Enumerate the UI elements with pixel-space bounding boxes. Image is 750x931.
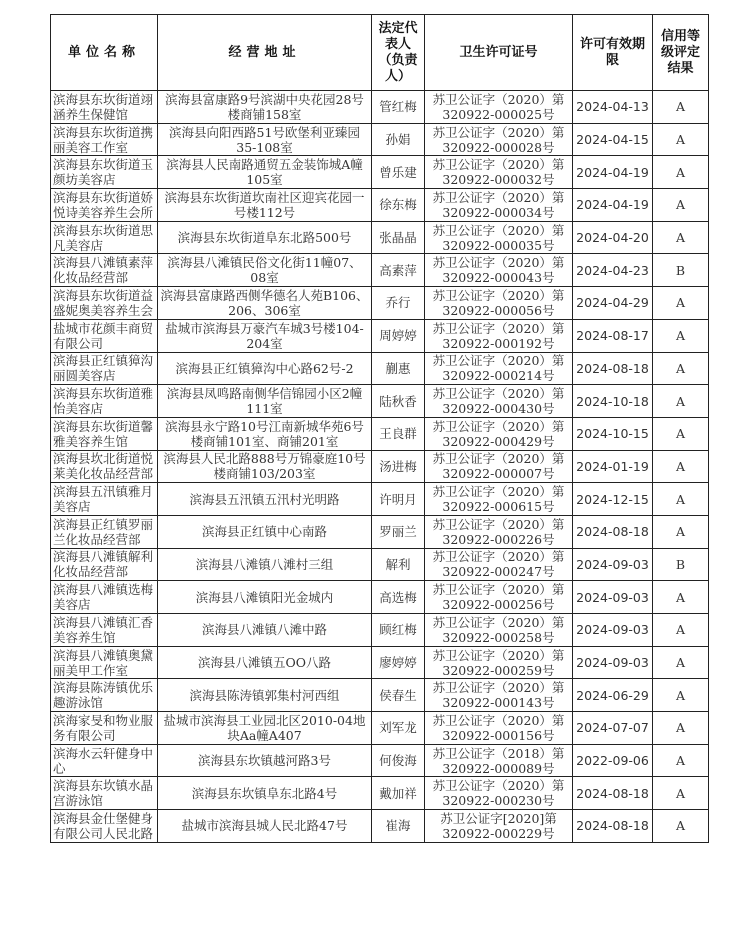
table-row	[51, 810, 709, 843]
validity-date-cell: 2024-04-19	[573, 156, 653, 189]
table-row	[51, 679, 709, 712]
validity-date-cell: 2024-12-15	[573, 483, 653, 516]
validity-date-cell: 2024-04-20	[573, 221, 653, 254]
address-cell: 滨海县人民南路通贸五金装饰城A幢105室	[158, 156, 372, 189]
credit-grade-cell: A	[653, 646, 709, 679]
representative-cell: 陆秋香	[372, 385, 425, 418]
unit-name-cell: 滨海县东坎街道益盛妮奥美容养生会	[51, 287, 158, 320]
unit-name-cell: 滨海县正红镇獐沟丽圆美容店	[51, 352, 158, 385]
table-row	[51, 189, 709, 222]
unit-name-cell: 滨海家旻和物业服务有限公司	[51, 712, 158, 745]
address-cell: 滨海县富康路9号滨湖中央花园28号楼商铺158室	[158, 91, 372, 124]
address-cell: 盐城市滨海县工业园北区2010-04地块Aa幢A407	[158, 712, 372, 745]
validity-date-cell: 2024-01-19	[573, 450, 653, 483]
address-cell: 滨海县向阳西路51号欧堡利亚臻园35-108室	[158, 123, 372, 156]
address-cell: 滨海县八滩镇民俗文化街11幢07、08室	[158, 254, 372, 287]
representative-cell: 曾乐建	[372, 156, 425, 189]
credit-grade-cell: A	[653, 614, 709, 647]
unit-name-cell: 滨海县金仕堡健身有限公司人民北路	[51, 810, 158, 843]
table-row	[51, 254, 709, 287]
license-number-cell: 苏卫公证字（2020）第320922-000615号	[425, 483, 573, 516]
representative-cell: 罗丽兰	[372, 515, 425, 548]
license-number-cell: 苏卫公证字（2020）第320922-000032号	[425, 156, 573, 189]
unit-name-cell: 滨海县八滩镇选梅美容店	[51, 581, 158, 614]
representative-cell: 管红梅	[372, 91, 425, 124]
table-row	[51, 548, 709, 581]
license-number-cell: 苏卫公证字（2020）第320922-000043号	[425, 254, 573, 287]
representative-cell: 解利	[372, 548, 425, 581]
representative-cell: 孙娟	[372, 123, 425, 156]
validity-date-cell: 2024-09-03	[573, 614, 653, 647]
unit-name-cell: 滨海县东坎街道娇悦诗美容养生会所	[51, 189, 158, 222]
unit-name-cell: 滨海县正红镇罗丽兰化妆品经营部	[51, 515, 158, 548]
credit-grade-cell: A	[653, 385, 709, 418]
header-business-address: 经营地址	[158, 15, 372, 91]
address-cell: 盐城市滨海县城人民北路47号	[158, 810, 372, 843]
address-cell: 滨海县陈涛镇郭集村河西组	[158, 679, 372, 712]
table-row	[51, 744, 709, 777]
license-number-cell: 苏卫公证字（2020）第320922-000025号	[425, 91, 573, 124]
credit-grade-cell: B	[653, 548, 709, 581]
unit-name-cell: 滨海县坎北街道悦莱美化妆品经营部	[51, 450, 158, 483]
address-cell: 盐城市滨海县万豪汽车城3号楼104-204室	[158, 319, 372, 352]
unit-name-cell: 滨海县东坎街道雅怡美容店	[51, 385, 158, 418]
table-body	[51, 91, 709, 843]
credit-grade-cell: A	[653, 352, 709, 385]
validity-date-cell: 2024-04-23	[573, 254, 653, 287]
address-cell: 滨海县东坎街道阜东北路500号	[158, 221, 372, 254]
credit-grade-cell: A	[653, 777, 709, 810]
credit-grade-cell: B	[653, 254, 709, 287]
header-unit-name: 单位名称	[51, 15, 158, 91]
license-number-cell: 苏卫公证字（2020）第320922-000034号	[425, 189, 573, 222]
representative-cell: 侯春生	[372, 679, 425, 712]
validity-date-cell: 2024-08-18	[573, 810, 653, 843]
permit-table	[50, 14, 709, 843]
license-number-cell: 苏卫公证字（2020）第320922-000214号	[425, 352, 573, 385]
address-cell: 滨海县人民北路888号万锦豪庭10号楼商铺103/203室	[158, 450, 372, 483]
license-number-cell: 苏卫公证字（2020）第320922-000259号	[425, 646, 573, 679]
license-number-cell: 苏卫公证字（2020）第320922-000156号	[425, 712, 573, 745]
credit-grade-cell: A	[653, 417, 709, 450]
credit-grade-cell: A	[653, 156, 709, 189]
validity-date-cell: 2024-09-03	[573, 581, 653, 614]
representative-cell: 高素萍	[372, 254, 425, 287]
unit-name-cell: 滨海县东坎街道翊涵养生保健馆	[51, 91, 158, 124]
license-number-cell: 苏卫公证字[2020]第320922-000229号	[425, 810, 573, 843]
license-number-cell: 苏卫公证字（2020）第320922-000007号	[425, 450, 573, 483]
representative-cell: 蒯惠	[372, 352, 425, 385]
credit-grade-cell: A	[653, 712, 709, 745]
address-cell: 滨海县正红镇中心南路	[158, 515, 372, 548]
credit-grade-cell: A	[653, 189, 709, 222]
validity-date-cell: 2024-04-15	[573, 123, 653, 156]
unit-name-cell: 滨海县五汛镇雅月美容店	[51, 483, 158, 516]
credit-grade-cell: A	[653, 221, 709, 254]
representative-cell: 刘军龙	[372, 712, 425, 745]
header-license-validity: 许可有效期限	[573, 15, 653, 91]
table-row	[51, 91, 709, 124]
unit-name-cell: 滨海县东坎街道思凡美容店	[51, 221, 158, 254]
validity-date-cell: 2024-04-29	[573, 287, 653, 320]
license-number-cell: 苏卫公证字（2018）第320922-000089号	[425, 744, 573, 777]
validity-date-cell: 2024-08-18	[573, 777, 653, 810]
table-row	[51, 123, 709, 156]
address-cell: 滨海县八滩镇八滩中路	[158, 614, 372, 647]
address-cell: 滨海县八滩镇五OO八路	[158, 646, 372, 679]
credit-grade-cell: A	[653, 123, 709, 156]
validity-date-cell: 2024-10-15	[573, 417, 653, 450]
table-row	[51, 221, 709, 254]
license-number-cell: 苏卫公证字（2020）第320922-000035号	[425, 221, 573, 254]
license-number-cell: 苏卫公证字（2020）第320922-000230号	[425, 777, 573, 810]
license-number-cell: 苏卫公证字（2020）第320922-000226号	[425, 515, 573, 548]
license-number-cell: 苏卫公证字（2020）第320922-000429号	[425, 417, 573, 450]
header-credit-rating: 信用等级评定结果	[653, 15, 709, 91]
validity-date-cell: 2024-06-29	[573, 679, 653, 712]
credit-grade-cell: A	[653, 515, 709, 548]
table-row	[51, 385, 709, 418]
table-row	[51, 319, 709, 352]
table-row	[51, 352, 709, 385]
representative-cell: 高选梅	[372, 581, 425, 614]
header-hygiene-license: 卫生许可证号	[425, 15, 573, 91]
credit-grade-cell: A	[653, 810, 709, 843]
validity-date-cell: 2024-08-18	[573, 352, 653, 385]
table-row	[51, 156, 709, 189]
validity-date-cell: 2024-08-17	[573, 319, 653, 352]
credit-grade-cell: A	[653, 91, 709, 124]
unit-name-cell: 滨海水云轩健身中心	[51, 744, 158, 777]
representative-cell: 周婷婷	[372, 319, 425, 352]
table-row	[51, 515, 709, 548]
license-number-cell: 苏卫公证字（2020）第320922-000256号	[425, 581, 573, 614]
validity-date-cell: 2024-09-03	[573, 548, 653, 581]
table-row	[51, 712, 709, 745]
unit-name-cell: 滨海县八滩镇素萍化妆品经营部	[51, 254, 158, 287]
representative-cell: 王良群	[372, 417, 425, 450]
address-cell: 滨海县五汛镇五汛村光明路	[158, 483, 372, 516]
table-row	[51, 646, 709, 679]
address-cell: 滨海县东坎镇阜东北路4号	[158, 777, 372, 810]
representative-cell: 张晶晶	[372, 221, 425, 254]
unit-name-cell: 滨海县东坎街道玉颜坊美容店	[51, 156, 158, 189]
address-cell: 滨海县八滩镇八滩村三组	[158, 548, 372, 581]
representative-cell: 廖婷婷	[372, 646, 425, 679]
unit-name-cell: 滨海县东坎镇水晶宫游泳馆	[51, 777, 158, 810]
representative-cell: 顾红梅	[372, 614, 425, 647]
license-number-cell: 苏卫公证字（2020）第320922-000143号	[425, 679, 573, 712]
license-number-cell: 苏卫公证字（2020）第320922-000247号	[425, 548, 573, 581]
validity-date-cell: 2024-10-18	[573, 385, 653, 418]
credit-grade-cell: A	[653, 287, 709, 320]
credit-grade-cell: A	[653, 450, 709, 483]
address-cell: 滨海县富康路西侧华德名人苑B106、206、306室	[158, 287, 372, 320]
address-cell: 滨海县凤鸣路南侧华信锦园小区2幢111室	[158, 385, 372, 418]
table-row	[51, 581, 709, 614]
representative-cell: 汤进梅	[372, 450, 425, 483]
unit-name-cell: 滨海县八滩镇解利化妆品经营部	[51, 548, 158, 581]
unit-name-cell: 滨海县八滩镇汇香美容养生馆	[51, 614, 158, 647]
validity-date-cell: 2024-09-03	[573, 646, 653, 679]
table-row	[51, 450, 709, 483]
representative-cell: 乔行	[372, 287, 425, 320]
license-number-cell: 苏卫公证字（2020）第320922-000056号	[425, 287, 573, 320]
license-number-cell: 苏卫公证字（2020）第320922-000430号	[425, 385, 573, 418]
credit-grade-cell: A	[653, 483, 709, 516]
validity-date-cell: 2024-08-18	[573, 515, 653, 548]
table-row	[51, 614, 709, 647]
credit-grade-cell: A	[653, 744, 709, 777]
license-number-cell: 苏卫公证字（2020）第320922-000192号	[425, 319, 573, 352]
address-cell: 滨海县东坎镇越河路3号	[158, 744, 372, 777]
unit-name-cell: 滨海县东坎街道携丽美容工作室	[51, 123, 158, 156]
address-cell: 滨海县东坎街道坎南社区迎宾花园一号楼112号	[158, 189, 372, 222]
table-row	[51, 287, 709, 320]
validity-date-cell: 2024-07-07	[573, 712, 653, 745]
header-row	[51, 15, 709, 91]
table-row	[51, 483, 709, 516]
table-row	[51, 777, 709, 810]
representative-cell: 何俊海	[372, 744, 425, 777]
credit-grade-cell: A	[653, 679, 709, 712]
license-number-cell: 苏卫公证字（2020）第320922-000028号	[425, 123, 573, 156]
address-cell: 滨海县八滩镇阳光金城内	[158, 581, 372, 614]
unit-name-cell: 滨海县陈涛镇优乐趣游泳馆	[51, 679, 158, 712]
validity-date-cell: 2022-09-06	[573, 744, 653, 777]
address-cell: 滨海县永宁路10号江南新城华苑6号楼商铺101室、商铺201室	[158, 417, 372, 450]
unit-name-cell: 滨海县八滩镇奥黛丽美甲工作室	[51, 646, 158, 679]
validity-date-cell: 2024-04-19	[573, 189, 653, 222]
representative-cell: 崔海	[372, 810, 425, 843]
header-legal-representative: 法定代表人（负责人）	[372, 15, 425, 91]
license-number-cell: 苏卫公证字（2020）第320922-000258号	[425, 614, 573, 647]
unit-name-cell: 滨海县东坎街道馨雅美容养生馆	[51, 417, 158, 450]
validity-date-cell: 2024-04-13	[573, 91, 653, 124]
unit-name-cell: 盐城市花颜丰商贸有限公司	[51, 319, 158, 352]
credit-grade-cell: A	[653, 319, 709, 352]
representative-cell: 戴加祥	[372, 777, 425, 810]
representative-cell: 徐东梅	[372, 189, 425, 222]
address-cell: 滨海县正红镇獐沟中心路62号-2	[158, 352, 372, 385]
representative-cell: 许明月	[372, 483, 425, 516]
credit-grade-cell: A	[653, 581, 709, 614]
table-row	[51, 417, 709, 450]
